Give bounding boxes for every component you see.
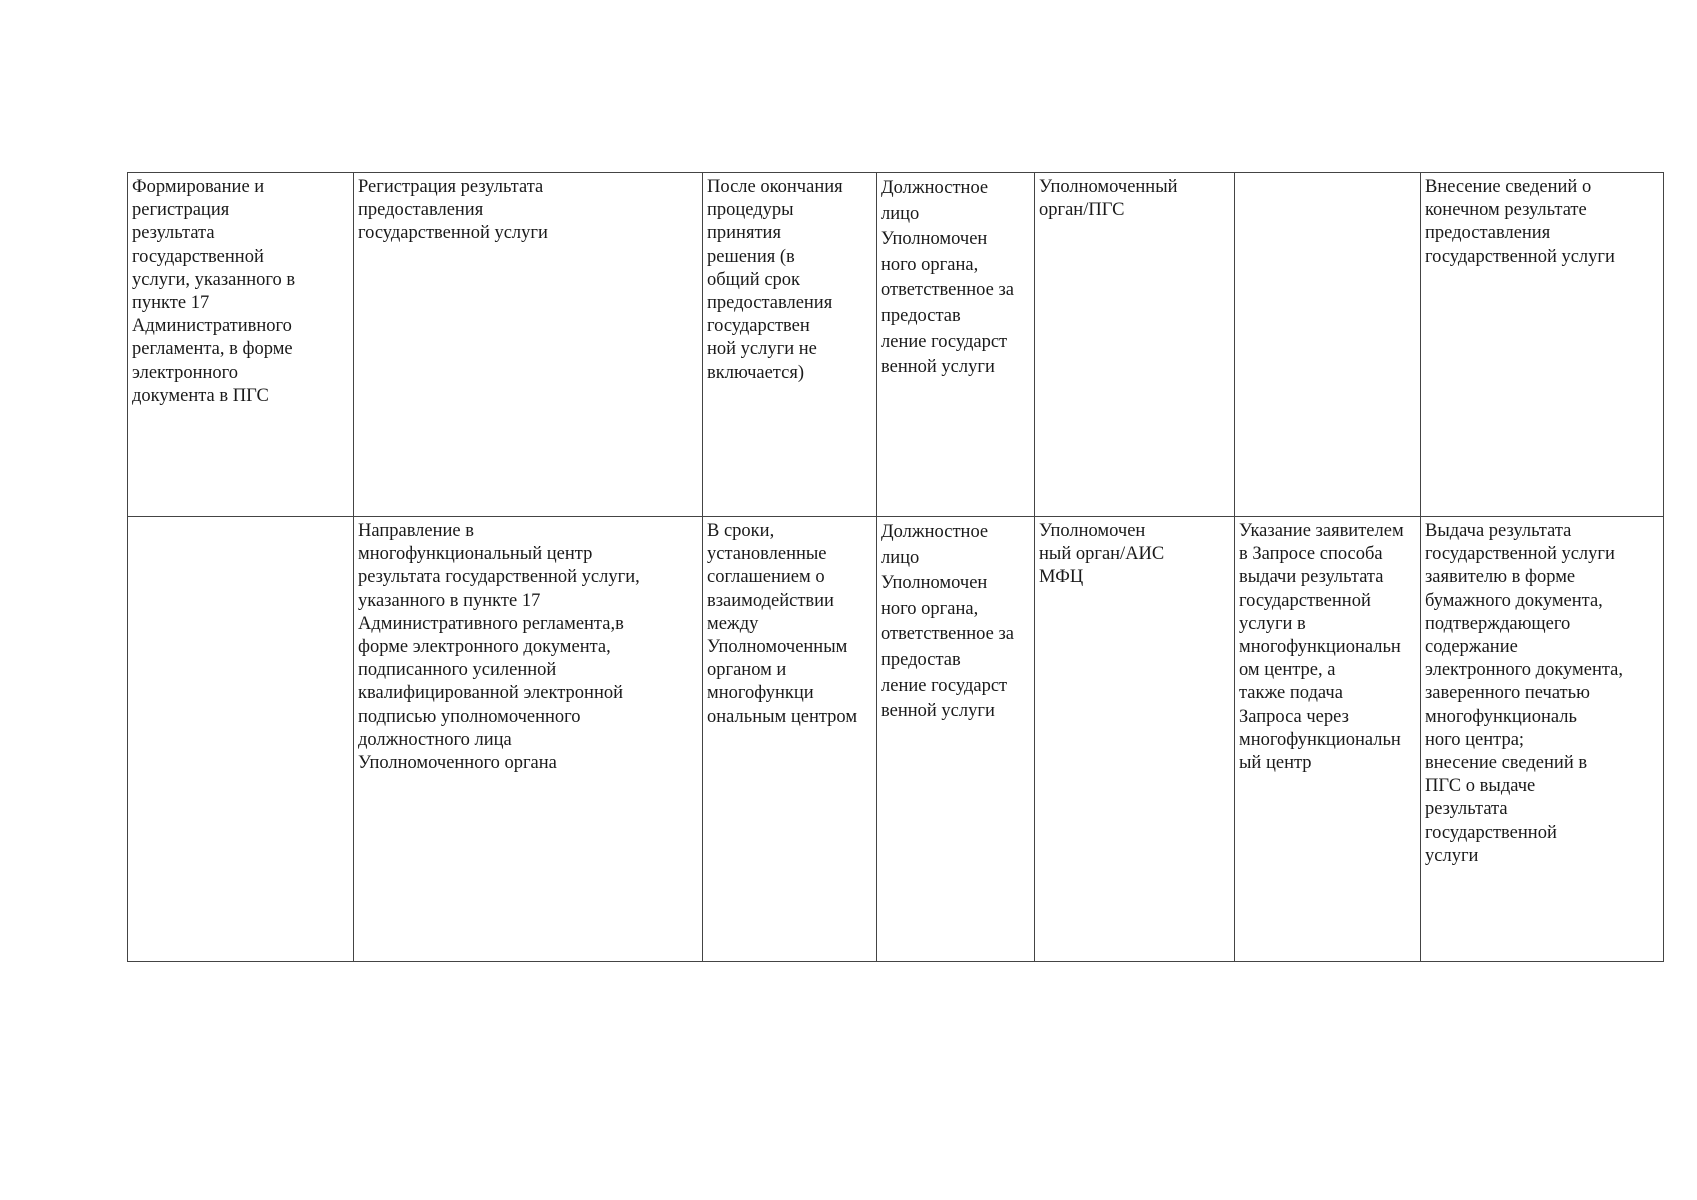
table-cell-deadline	[703, 173, 877, 517]
table-cell-action	[128, 517, 354, 962]
cell-text: Внесение сведений о конечном результате предоставления государственной услуги	[1425, 177, 1615, 267]
table-cell-procedure	[354, 173, 703, 517]
table-cell-responsible	[877, 517, 1035, 962]
cell-text: Уполномочен ный орган/АИС МФЦ	[1039, 521, 1165, 588]
cell-text: Должностное лицо Уполномочен ного органа, ответственное за предостав ление государст венной услуги	[881, 178, 1015, 378]
cell-text: Выдача результата государственной услуги заявителю в форме бумажного документа, подтверждающего содержание электронного документа, заверенного печатью многофункциональ ного центра; внесение сведений в ПГС о выдаче результата государственной услуги	[1425, 521, 1624, 866]
table-cell-criteria	[1235, 517, 1421, 962]
cell-text: Должностное лицо Уполномочен ного органа, ответственное за предостав ление государст венной услуги	[881, 522, 1015, 722]
procedure-table	[127, 172, 1664, 962]
table-cell-action	[128, 173, 354, 517]
table-row	[128, 173, 1664, 517]
table-cell-result	[1421, 173, 1664, 517]
table-cell-deadline	[703, 517, 877, 962]
table-cell-result	[1421, 517, 1664, 962]
cell-text: Направление в многофункциональный центр результата государственной услуги, указанного в пункте 17 Административного регламента,в форме электронного документа, подписанного усиленной квалифицированной электронной подписью уполномоченного должностного лица Уполномоченного органа	[358, 521, 640, 774]
cell-text: После окончания процедуры принятия решения (в общий срок предоставления государствен ной услуги не включается)	[707, 177, 843, 383]
table-cell-responsible	[877, 173, 1035, 517]
cell-text: Регистрация результата предоставления государственной услуги	[358, 177, 548, 244]
cell-text: Указание заявителем в Запросе способа выдачи результата государственной услуги в многофункциональн ом центре, а также подача Запроса через многофункциональн ый центр	[1239, 521, 1404, 774]
table-cell-system	[1035, 517, 1235, 962]
cell-text: В сроки, установленные соглашением о взаимодействии между Уполномоченным органом и многофункци ональным центром	[707, 521, 858, 727]
table-cell-system	[1035, 173, 1235, 517]
table-cell-criteria	[1235, 173, 1421, 517]
cell-text: Формирование и регистрация результата государственной услуги, указанного в пункте 17 Административного регламента, в форме электронного документа в ПГС	[132, 177, 296, 406]
table-cell-procedure	[354, 517, 703, 962]
table-row	[128, 517, 1664, 962]
cell-text: Уполномоченный орган/ПГС	[1039, 177, 1178, 221]
